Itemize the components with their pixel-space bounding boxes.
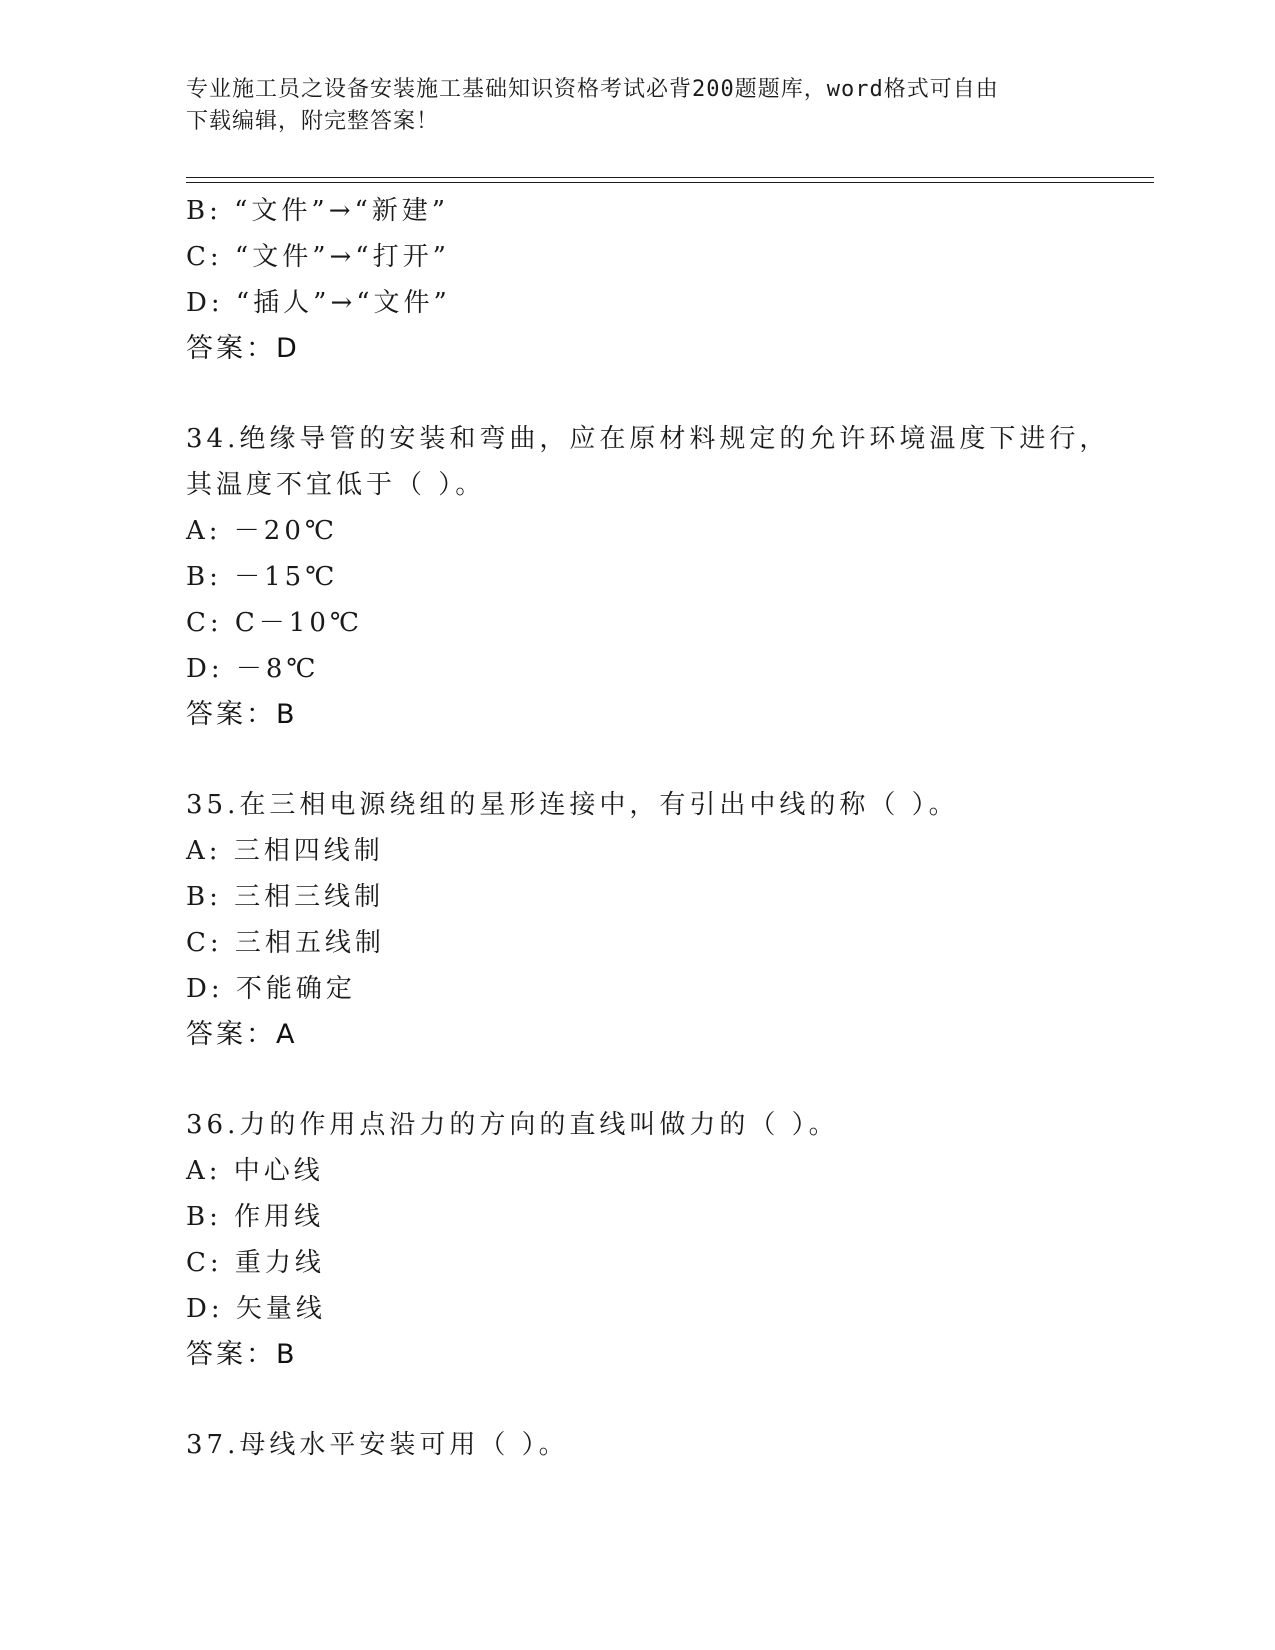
q35-option-a: A: 三相四线制: [186, 836, 384, 866]
q33-answer: 答案：D: [186, 333, 300, 364]
spacer: [186, 1058, 1154, 1102]
question-37: [186, 1422, 1154, 1468]
q35-answer: 答案：A: [186, 1019, 298, 1050]
spacer: [186, 738, 1154, 782]
q33-option-b: B: “文件”→“新建”: [186, 196, 450, 226]
header-line-2: 下载编辑，附完整答案！: [186, 109, 440, 134]
q33-option-d: D: “插人”→“文件”: [186, 288, 451, 318]
q33-option-c: C: “文件”→“打开”: [186, 242, 450, 272]
q34-option-d: D: －8℃: [186, 654, 320, 684]
spacer: [186, 372, 1154, 416]
q36-option-a: A: 中心线: [186, 1156, 324, 1186]
q34-text-line-1: 34.绝缘导管的安装和弯曲，应在原材料规定的允许环境温度下进行，: [186, 424, 1110, 454]
q35-text: 35.在三相电源绕组的星形连接中，有引出中线的称（ ）。: [186, 790, 959, 820]
q37-text: 37.母线水平安装可用（ ）。: [186, 1430, 569, 1460]
q36-option-d: D: 矢量线: [186, 1294, 326, 1324]
q34-answer: 答案：B: [186, 699, 298, 730]
header-rule-bottom: [186, 182, 1154, 183]
q34-option-a: A: －20℃: [186, 516, 338, 546]
header-rule-top: [186, 177, 1154, 178]
q35-option-b: B: 三相三线制: [186, 882, 385, 912]
q36-answer: 答案：B: [186, 1339, 298, 1370]
question-33: [186, 188, 1154, 372]
document-body: [186, 188, 1154, 1468]
question-35: [186, 782, 1154, 1058]
q36-option-b: B: 作用线: [186, 1202, 325, 1232]
document-header: [186, 74, 1066, 138]
q36-text: 36.力的作用点沿力的方向的直线叫做力的（ ）。: [186, 1110, 839, 1140]
q34-option-b: B: －15℃: [186, 562, 339, 592]
header-line-1: 专业施工员之设备安装施工基础知识资格考试必背200题题库，word格式可自由: [186, 77, 999, 102]
spacer: [186, 1378, 1154, 1422]
q34-text-line-2: 其温度不宜低于（ ）。: [186, 470, 486, 500]
q35-option-d: D: 不能确定: [186, 974, 356, 1004]
q34-option-c: C: C－10℃: [186, 608, 363, 638]
q36-option-c: C: 重力线: [186, 1248, 325, 1278]
question-34: [186, 416, 1154, 738]
q35-option-c: C: 三相五线制: [186, 928, 385, 958]
question-36: [186, 1102, 1154, 1378]
